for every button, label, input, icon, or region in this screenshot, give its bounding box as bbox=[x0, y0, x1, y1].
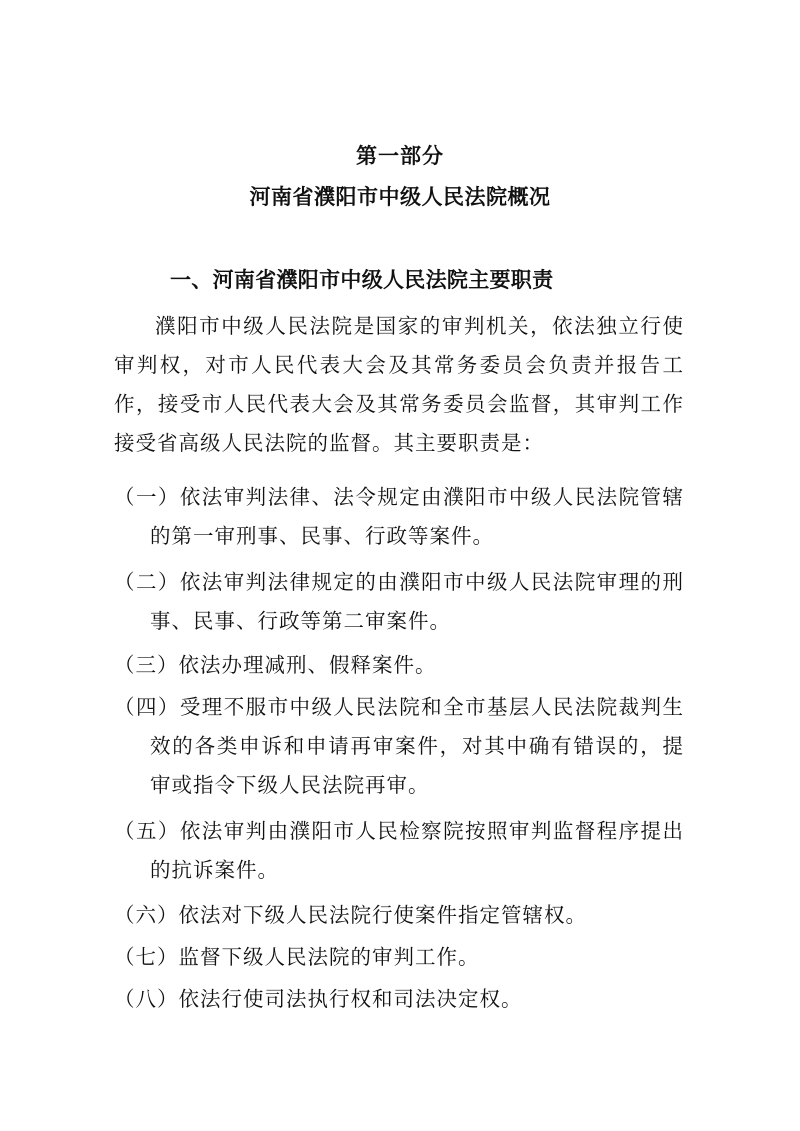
duty-item: （三）依法办理减刑、假释案件。 bbox=[114, 653, 437, 677]
intro-paragraph: 濮阳市中级人民法院是国家的审判机关，依法独立行使审判权，对市人民代表大会及其常务委员会负责并报告工作，接受市人民代表大会及其常务委员会监督，其审判工作接受省高级人民法院的监督。其主要职责是： bbox=[114, 314, 684, 455]
section-heading: 一、河南省濮阳市中级人民法院主要职责 bbox=[170, 268, 554, 292]
duty-item: （一）依法审判法律、法令规定由濮阳市中级人民法院管辖的第一审刑事、民事、行政等案件。 bbox=[114, 485, 684, 548]
document-title: 河南省濮阳市中级人民法院概况 bbox=[249, 185, 551, 209]
duty-item: （五）依法审判由濮阳市人民检察院按照审判监督程序提出的抗诉案件。 bbox=[114, 819, 684, 882]
duty-item: （六）依法对下级人民法院行使案件指定管辖权。 bbox=[114, 903, 587, 927]
duty-item: （八）依法行使司法执行权和司法决定权。 bbox=[114, 987, 523, 1011]
duty-item: （二）依法审判法律规定的由濮阳市中级人民法院审理的刑事、民事、行政等第二审案件。 bbox=[114, 570, 684, 633]
duty-item: （七）监督下级人民法院的审判工作。 bbox=[114, 945, 480, 969]
duty-item: （四）受理不服市中级人民法院和全市基层人民法院裁判生效的各类申诉和申请再审案件，对其中确有错误的，提审或指令下级人民法院再审。 bbox=[114, 695, 684, 797]
part-label: 第一部分 bbox=[356, 144, 444, 168]
